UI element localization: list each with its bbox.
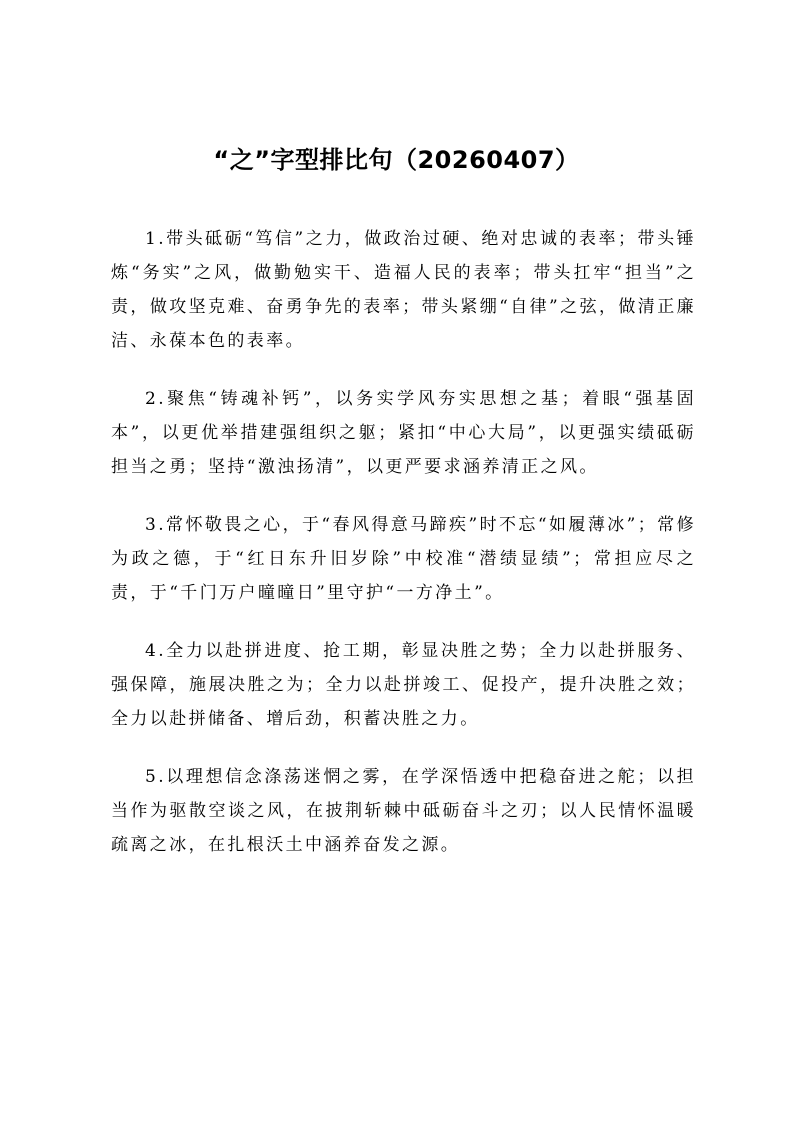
document-title: “之”字型排比句（20260407） (213, 146, 580, 174)
paragraph-3: 3.常怀敬畏之心，于“春风得意马蹄疾”时不忘“如履薄冰”；常修为政之德，于“红日东升旧岁除”中校准“潜绩显绩”；常担应尽之责，于“千门万户曈曈日”里守护“一方净土”。 (111, 515, 696, 603)
paragraph-1: 1.带头砥砺“笃信”之力，做政治过硬、绝对忠诚的表率；带头锤炼“务实”之风，做勤勉实干、造福人民的表率；带头扛牢“担当”之责，做攻坚克难、奋勇争先的表率；带头紧绷“自律”之弦，做清正廉洁、永葆本色的表率。 (111, 229, 696, 351)
paragraph-5: 5.以理想信念涤荡迷惘之雾，在学深悟透中把稳奋进之舵；以担当作为驱散空谈之风，在披荆斩棘中砥砺奋斗之刃；以人民情怀温暖疏离之冰，在扎根沃土中涵养奋发之源。 (111, 767, 696, 855)
paragraph-4: 4.全力以赴拼进度、抢工期，彰显决胜之势；全力以赴拼服务、强保障，施展决胜之为；全力以赴拼竣工、促投产，提升决胜之效；全力以赴拼储备、增后劲，积蓄决胜之力。 (111, 641, 696, 729)
paragraph-2: 2.聚焦“铸魂补钙”，以务实学风夯实思想之基；着眼“强基固本”，以更优举措建强组织之躯；紧扣“中心大局”，以更强实绩砥砺担当之勇；坚持“激浊扬清”，以更严要求涵养清正之风。 (111, 389, 696, 477)
document-body (111, 222, 696, 886)
